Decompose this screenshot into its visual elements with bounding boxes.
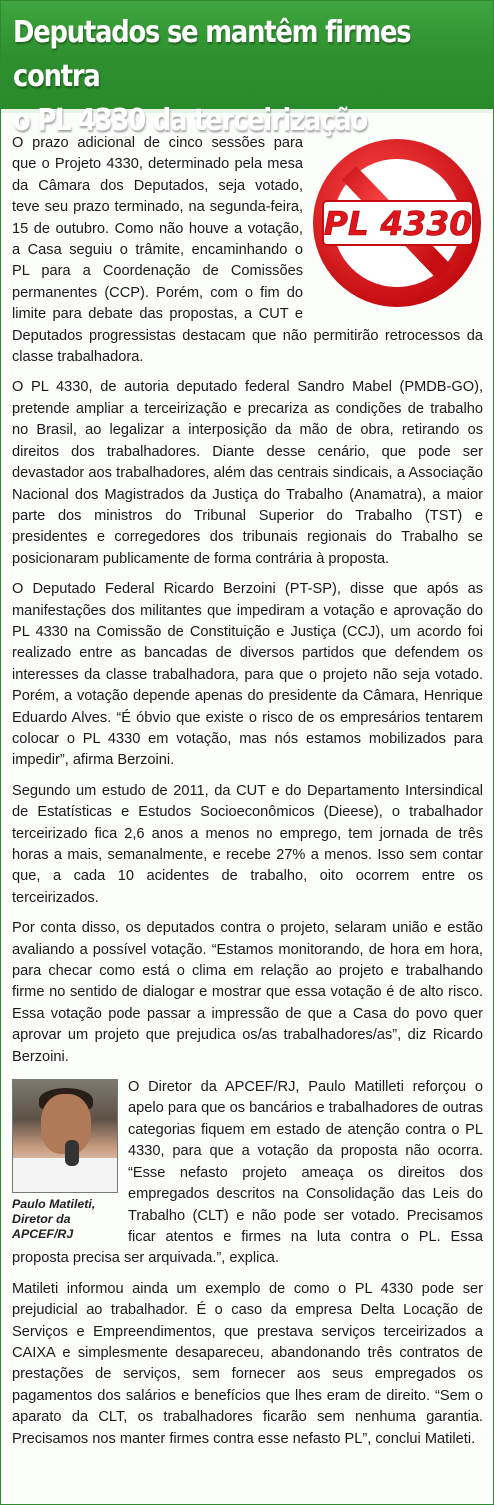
caption-line-1: Paulo Matileti,: [12, 1197, 96, 1212]
paragraph-7: Matileti informou ainda um exemplo de como o PL 4330 pode ser prejudicial ao trabalhador. É o caso da empresa Delta Locação de Serviços e Empreendimentos, que prestava serviços terceirizados a CAIXA e simplesmente desapareceu, abandonando três contratos de prestações de serviços, sem fornecer aos seus empregados os pagamentos dos salários e benefícios que lhes eram de direito. “Sem o aparato da CLT, os trabalhadores ficarão sem nenhuma garantia. Precisamos nos manter firmes contra esse nefasto PL”, conclui Matileti.: [12, 1280, 483, 1447]
article-header: [1, 1, 493, 138]
article-headline: [13, 11, 477, 143]
article-body: [1, 113, 493, 1450]
director-photo: [12, 1079, 118, 1193]
sign-label: [323, 201, 473, 245]
headline-line-1: Deputados se mantêm firmes contra: [13, 15, 411, 94]
headline-line-2: o PL 4330 da terceirização: [13, 103, 367, 138]
paragraph-2: O PL 4330, de autoria deputado federal Sandro Mabel (PMDB-GO), pretende ampliar a terceirização e precariza as condições de trabalho no Brasil, ao legalizar a interposição da mão de obra, retirando os direitos dos trabalhadores. Diante desse cenário, que pode ser devastador aos trabalhadores, além das centrais sindicais, a Associação Nacional dos Magistrados da Justiça do Trabalho (Anamatra), a maior parte dos ministros do Tribunal Superior do Trabalho (TST) e presidentes e corregedores dos tribunais regionais do Trabalho se posicionaram publicamente de forma contrária à proposta.: [12, 379, 483, 567]
sign-text: PL 4330: [323, 204, 473, 243]
prohibition-icon: [311, 137, 483, 309]
paragraph-6: O Diretor da APCEF/RJ, Paulo Matilleti reforçou o apelo para que os bancários e trabalhadores de outras categorias fiquem em estado de atenção contra o PL 4330, para que a votação da proposta não ocorra. “Esse nefasto projeto ameaça os direitos dos empregados descritos na Consolidação das Leis do Trabalho (CLT) e não pode ser votado. Precisamos ficar atentos e firmes na luta contra o PL. Essa proposta precisa ser arquivada.”, explica.: [12, 1079, 483, 1267]
caption-line-2: Diretor da: [12, 1212, 71, 1227]
paragraph-1: O prazo adicional de cinco sessões para que o Projeto 4330, determinado pela mesa da Câmara dos Deputados, seja votado, teve seu prazo terminado, na segunda-feira, 15 de outubro. Como não houve a votação, a Casa seguiu o trâmite, encaminhando o PL para a Coordenação de Comissões permanentes (CCP). Porém, com o fim do limite para debate das propostas, a CUT e Deputados progressistas destacam que não permitirão retrocessos da classe trabalhadora.: [12, 135, 483, 366]
photo-caption: [12, 1197, 118, 1242]
director-photo-block: [12, 1079, 118, 1242]
caption-line-3: APCEF/RJ: [12, 1227, 74, 1242]
no-pl-sign: [311, 137, 483, 316]
paragraph-3: O Deputado Federal Ricardo Berzoini (PT-SP), disse que após as manifestações dos militantes que impediram a votação e aprovação do PL 4330 na Comissão de Constituição e Justiça (CCJ), um acordo foi realizado entre as bancadas de diversos partidos que defendem os interesses da classe trabalhadora, para que o projeto não seja votado. Porém, a votação depende apenas do presidente da Câmara, Henrique Eduardo Alves. “É óbvio que existe o risco de os empresários tentarem colocar o PL 4330 em votação, mas nós estamos mobilizados para impedir”, afirma Berzoini.: [12, 581, 483, 769]
paragraph-4: Segundo um estudo de 2011, da CUT e do Departamento Intersindical de Estatísticas e Estudos Socioeconômicos (Dieese), o trabalhador terceirizado fica 2,6 anos a menos no emprego, tem jornada de três horas a mais, semanalmente, e recebe 27% a menos. Isso sem contar que, a cada 10 acidentes de trabalho, oito ocorrem entre os terceirizados.: [12, 782, 483, 906]
paragraph-5: Por conta disso, os deputados contra o projeto, selaram união e estão avaliando a possível votação. “Estamos monitorando, de hora em hora, para checar como está o clima em relação ao projeto e trabalhando firme no sentido de dialogar e mostrar que essa votação é de alto risco. Essa votação pode passar a impressão de que a Casa do povo quer aprovar um projeto que prejudica os/as trabalhadores/as”, diz Ricardo Berzoini.: [12, 920, 483, 1065]
